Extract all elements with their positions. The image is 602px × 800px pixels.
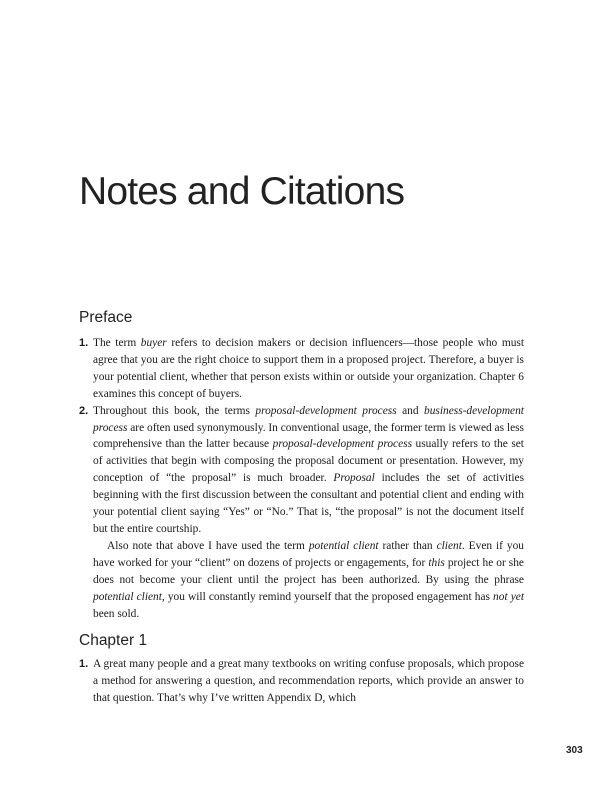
italic-term: proposal-development process <box>272 438 412 451</box>
italic-term: potential client <box>308 539 379 552</box>
italic-term: client <box>436 539 462 552</box>
chapter-1-note-list <box>79 656 524 707</box>
page-number: 303 <box>566 745 583 756</box>
note-number: 2. <box>79 404 89 417</box>
italic-term: Proposal <box>333 472 375 485</box>
section-heading-chapter-1: Chapter 1 <box>79 632 148 649</box>
note-paragraph: A great many people and a great many textbooks on writing confuse proposals, which propose a method for answering a question, and recommendation reports, which provide an answer to that question. That’s why I’ve written Appendix D, which <box>93 658 524 704</box>
italic-term: business-development process <box>93 404 524 434</box>
note-paragraph: Also note that above I have used the term potential client rather than client. Even if you have worked for your “client” on dozens of projects or engagements, for this project he or she does not become your client until the project has been authorized. By using the phrase potential client, you will constantly remind yourself that the proposed engagement has not yet been sold. <box>93 539 524 620</box>
italic-term: this <box>428 556 445 569</box>
note-item <box>79 403 524 623</box>
note-item <box>79 335 524 403</box>
italic-term: proposal-development process <box>255 404 397 417</box>
section-heading-preface: Preface <box>79 309 133 326</box>
note-item <box>79 656 524 707</box>
page-title: Notes and Citations <box>79 170 405 213</box>
italic-term: potential client, <box>93 590 165 603</box>
italic-term: not yet <box>493 590 524 603</box>
note-number: 1. <box>79 658 89 670</box>
note-paragraph: The term buyer refers to decision makers or decision influencers—those people who must agree that you are the right choice to support them in a proposed project. Therefore, a buyer is your potential client, whether that person exists within or outside your organization. Chapter 6 examines this concept of buyers. <box>93 337 525 400</box>
preface-note-list <box>79 335 524 622</box>
italic-term: buyer <box>140 337 167 349</box>
note-number: 1. <box>79 337 89 349</box>
note-paragraph: Throughout this book, the terms proposal-development process and business-development process are often used synonymously. In conventional usage, the former term is viewed as less comprehensive than the latter because proposal-development process usually refers to the set of activities that begin with composing the proposal document or presentation. However, my conception of “the proposal” is much broader. Proposal includes the set of activities beginning with the first discussion between the consultant and potential client and ending with your potential client saying “Yes” or “No.” That is, “the proposal” is not the document itself but the entire courtship. <box>93 404 525 535</box>
